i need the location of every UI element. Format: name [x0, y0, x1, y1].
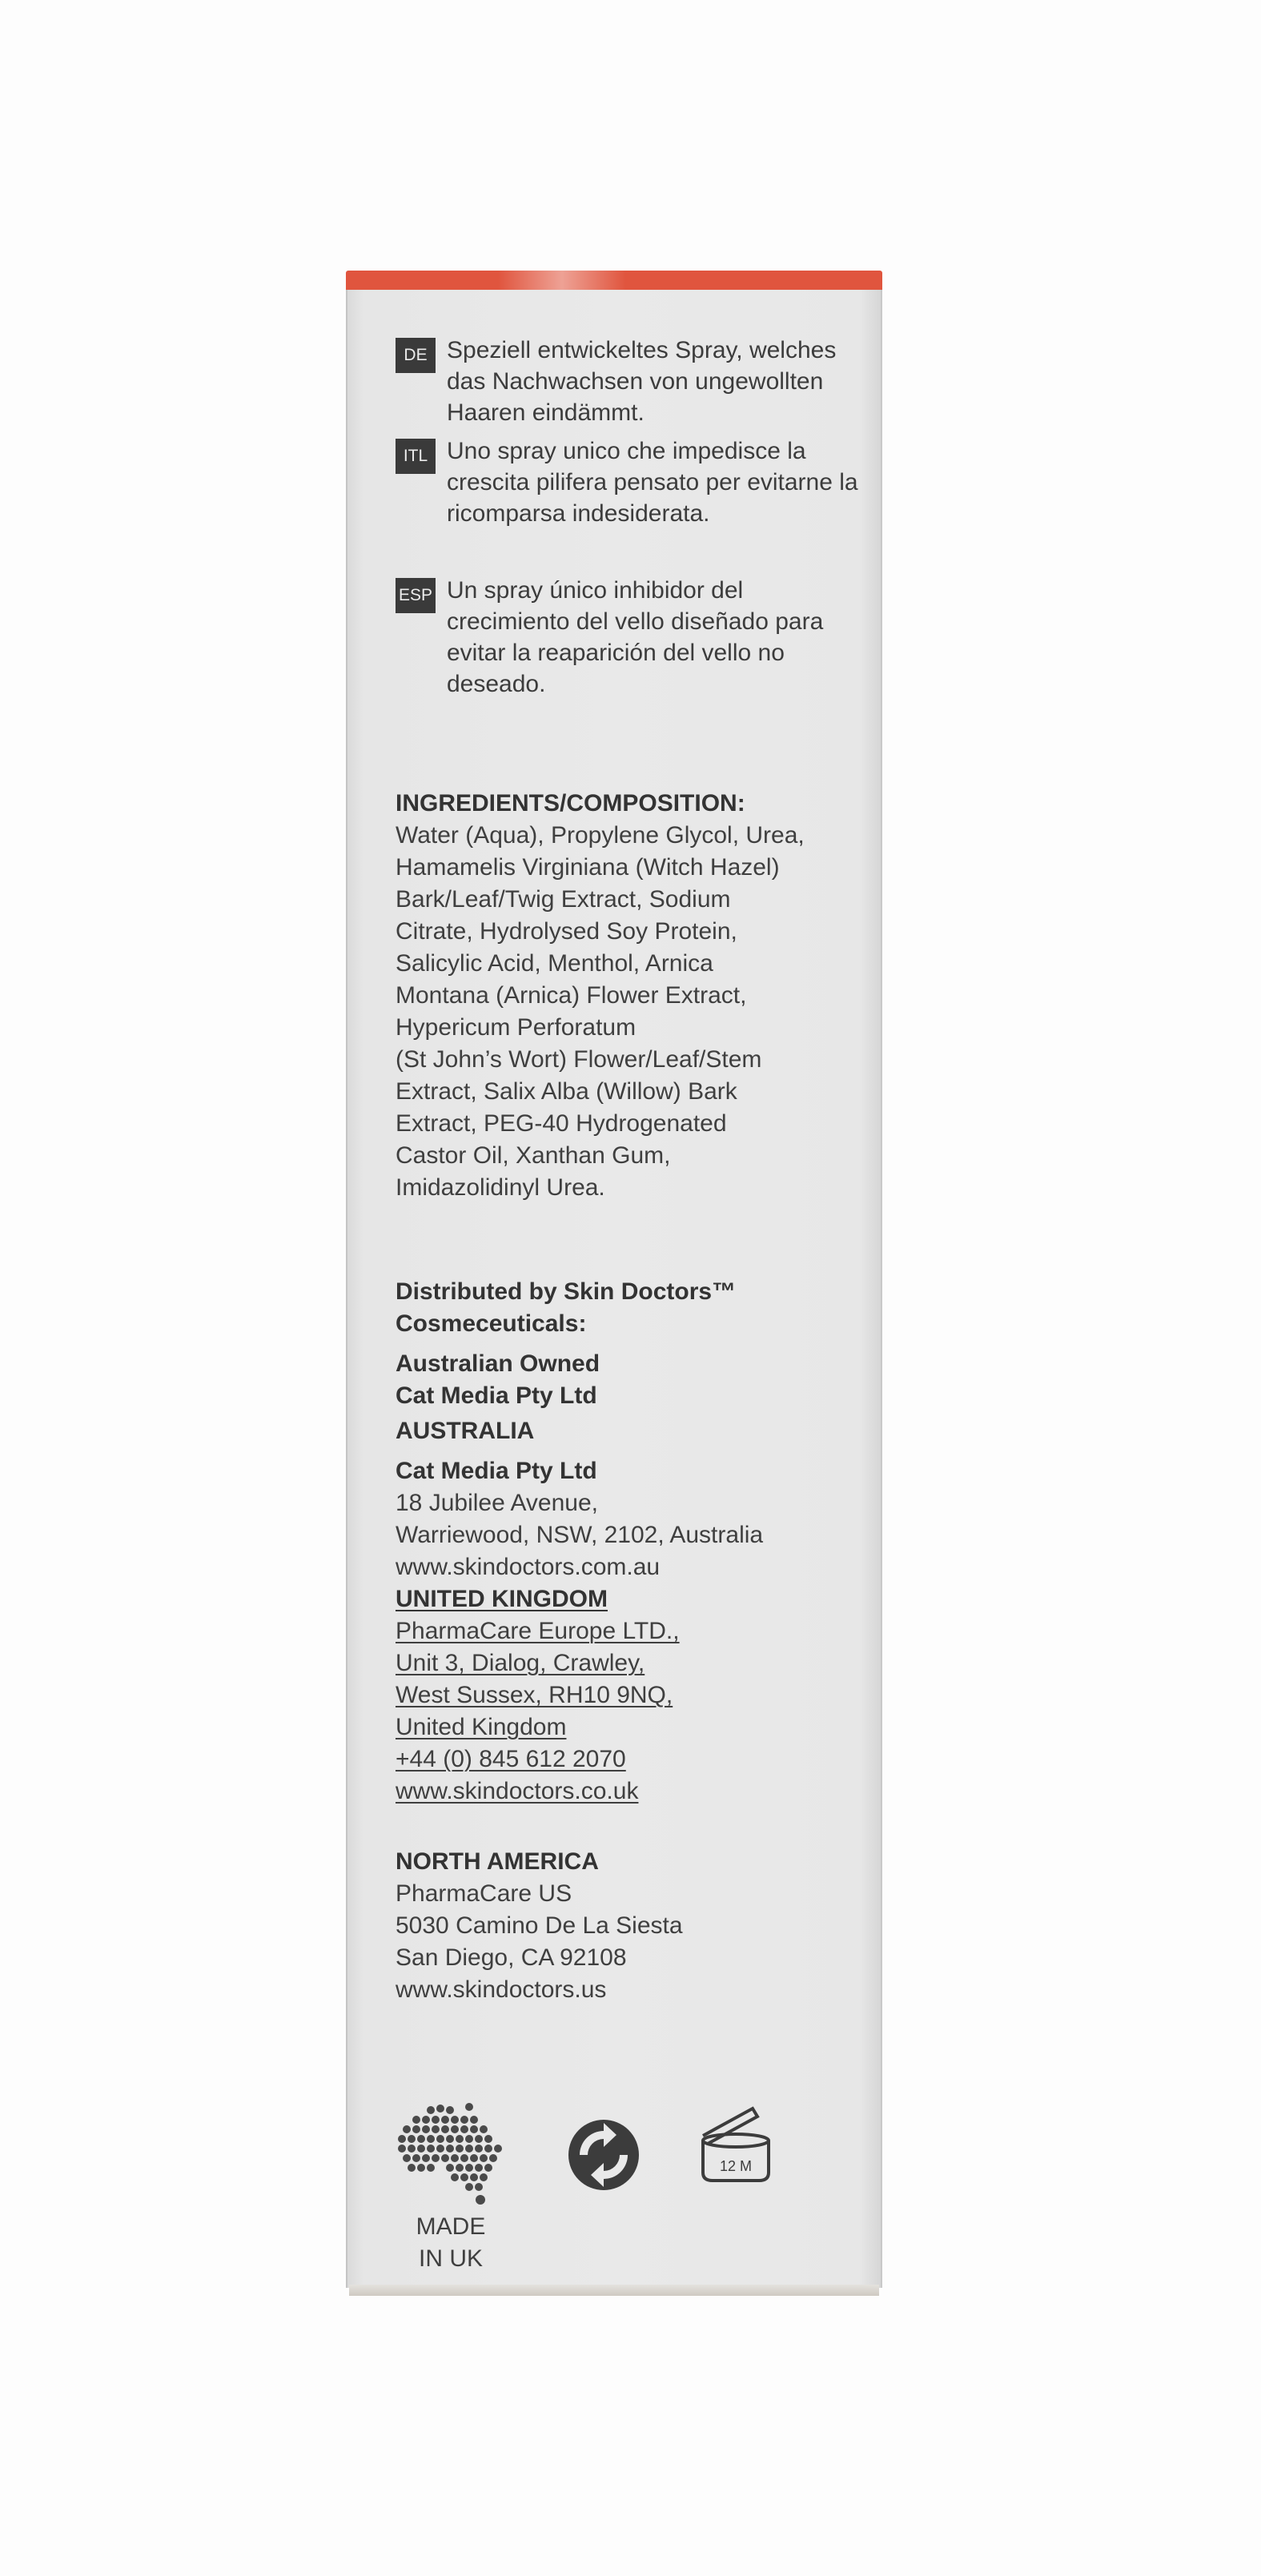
- ingredients-line: Extract, PEG-40 Hydrogenated: [396, 1110, 727, 1137]
- north-america-address: 5030 Camino De La Siesta: [396, 1912, 683, 1939]
- ingredients-line: Salicylic Acid, Menthol, Arnica: [396, 950, 713, 977]
- ingredients-line: Citrate, Hydrolysed Soy Protein,: [396, 918, 737, 945]
- ingredients-block: [396, 788, 868, 1204]
- distributor-block: [396, 1276, 868, 1412]
- owned-line: Cat Media Pty Ltd: [396, 1382, 597, 1409]
- uk-company: PharmaCare Europe LTD.,: [396, 1618, 680, 1644]
- open-jar-12m-icon: [692, 2101, 780, 2189]
- uk-address: Unit 3, Dialog, Crawley,: [396, 1650, 645, 1676]
- north-america-block: [396, 1846, 868, 2006]
- ingredients-line: Imidazolidinyl Urea.: [396, 1174, 605, 1201]
- australia-block: [396, 1415, 868, 1583]
- uk-address: West Sussex, RH10 9NQ,: [396, 1682, 673, 1708]
- uk-website[interactable]: www.skindoctors.co.uk: [396, 1778, 639, 1804]
- box-side-panel: [346, 290, 882, 2288]
- made-in-line: IN UK: [418, 2245, 483, 2272]
- north-america-address: San Diego, CA 92108: [396, 1944, 627, 1971]
- lang-badge-itl: ITL: [396, 439, 436, 474]
- symbols-row: [396, 2101, 876, 2277]
- lang-badge-de: DE: [396, 338, 436, 373]
- australia-heading: AUSTRALIA: [396, 1418, 535, 1444]
- ingredients-line: Castor Oil, Xanthan Gum,: [396, 1142, 671, 1169]
- north-america-website[interactable]: www.skindoctors.us: [396, 1976, 607, 2003]
- ingredients-line: (St John’s Wort) Flower/Leaf/Stem: [396, 1046, 762, 1073]
- lang-badge-esp: ESP: [396, 578, 436, 613]
- australia-address: 18 Jubilee Avenue,: [396, 1490, 598, 1516]
- lang-text-de: Speziell entwickeltes Spray, welches das Nachwachsen von ungewollten Haaren eindämmt.: [447, 337, 837, 426]
- ingredients-line: Montana (Arnica) Flower Extract,: [396, 982, 747, 1009]
- australia-map-icon: [396, 2101, 508, 2205]
- made-in-label: [407, 2211, 495, 2275]
- ingredients-title: INGREDIENTS/COMPOSITION:: [396, 790, 745, 817]
- ingredients-line: Hypericum Perforatum: [396, 1014, 637, 1041]
- uk-country: United Kingdom: [396, 1714, 567, 1740]
- uk-heading: UNITED KINGDOM: [396, 1586, 608, 1612]
- uk-phone[interactable]: +44 (0) 845 612 2070: [396, 1746, 626, 1772]
- lang-text-esp: Un spray único inhibidor del crecimiento del vello diseñado para evitar la reaparición del vello no deseado.: [447, 577, 824, 697]
- north-america-heading: NORTH AMERICA: [396, 1848, 599, 1875]
- australia-address: Warriewood, NSW, 2102, Australia: [396, 1522, 764, 1548]
- box-top-red-flap: [346, 271, 882, 290]
- ingredients-line: Water (Aqua), Propylene Glycol, Urea,: [396, 822, 805, 849]
- north-america-company: PharmaCare US: [396, 1880, 572, 1907]
- ingredients-line: Extract, Salix Alba (Willow) Bark: [396, 1078, 737, 1105]
- distributor-line: Distributed by Skin Doctors™: [396, 1278, 737, 1305]
- australia-company: Cat Media Pty Ltd: [396, 1458, 597, 1484]
- distributor-line: Cosmeceuticals:: [396, 1310, 587, 1337]
- recycle-icon: [565, 2117, 642, 2193]
- lang-text-itl: Uno spray unico che impedisce la crescita pilifera pensato per evitarne la ricomparsa indesiderata.: [447, 438, 858, 527]
- ingredients-line: Bark/Leaf/Twig Extract, Sodium: [396, 886, 731, 913]
- made-in-line: MADE: [416, 2213, 486, 2240]
- product-box: [346, 271, 882, 2297]
- owned-line: Australian Owned: [396, 1350, 600, 1377]
- ingredients-line: Hamamelis Virginiana (Witch Hazel): [396, 854, 780, 881]
- uk-block: [396, 1583, 868, 1808]
- pao-label: 12 M: [719, 2158, 753, 2174]
- australia-website[interactable]: www.skindoctors.com.au: [396, 1554, 661, 1580]
- box-bottom-edge: [349, 2285, 879, 2296]
